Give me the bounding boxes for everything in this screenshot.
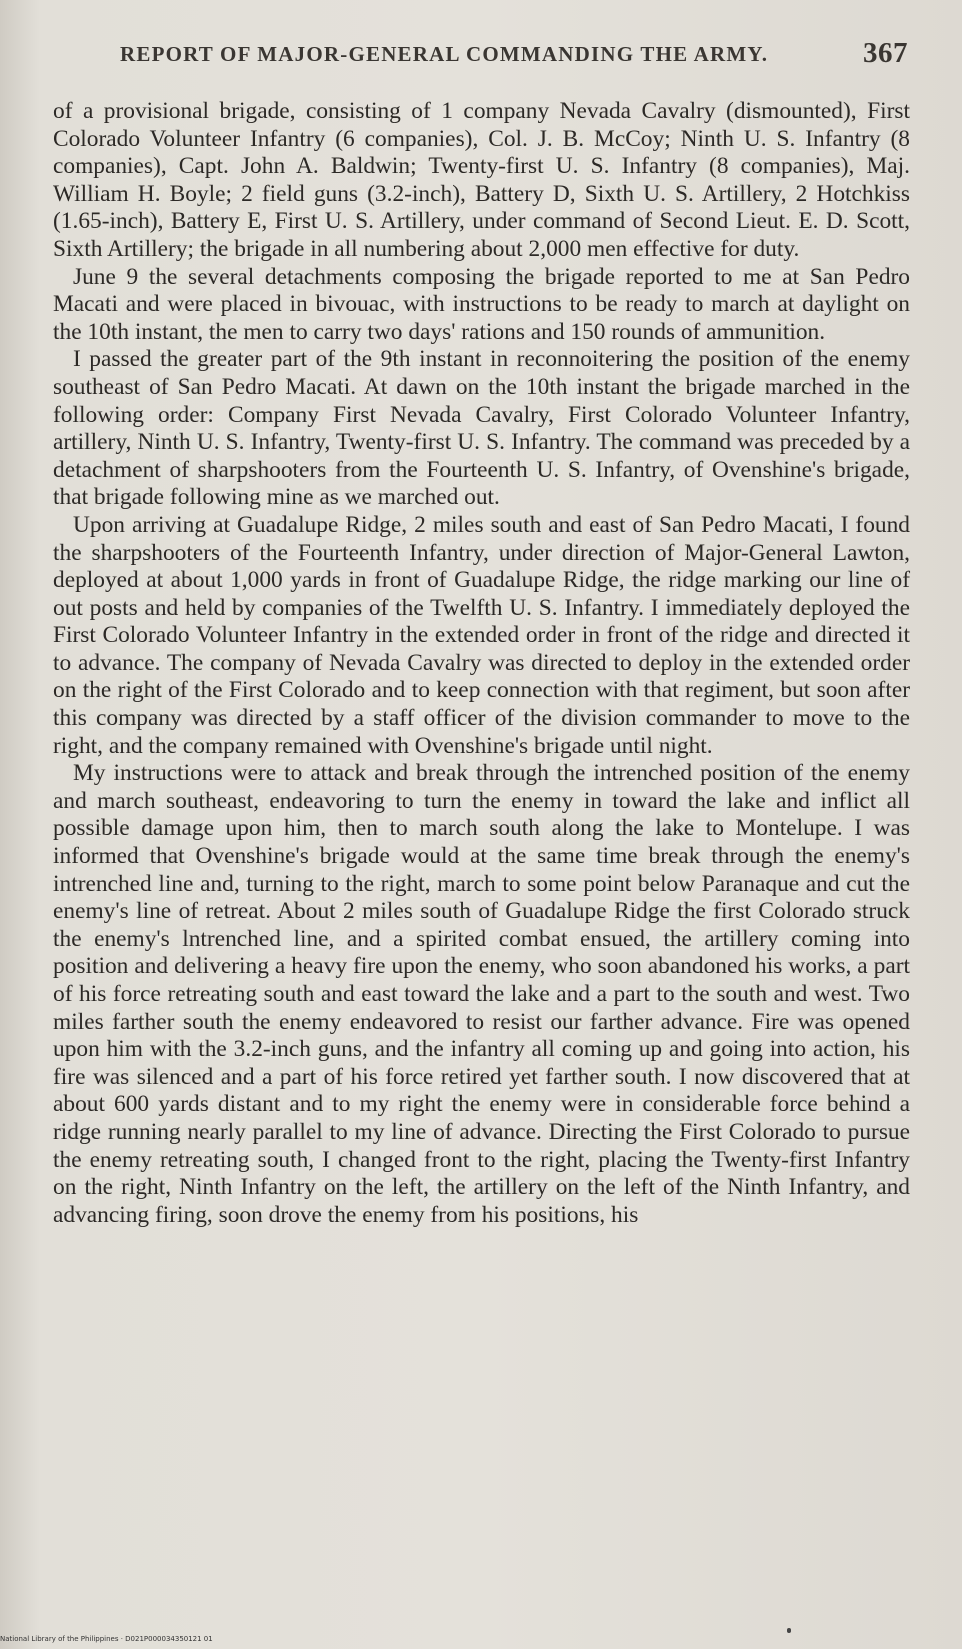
body-text [53, 98, 910, 1229]
running-header [120, 37, 910, 69]
header-title: REPORT OF MAJOR-GENERAL COMMANDING THE ARMY. [120, 42, 769, 66]
paragraph: My instructions were to attack and break through the intrenched position of the enemy and march southeast, endeavoring to turn the enemy in toward the lake and inflict all possible damage upon him, then to march south along the lake to Montelupe. I was informed that Ovenshine's brigade would at the same time break through the enemy's intrenched line and, turning to the right, march to some point below Paranaque and cut the enemy's line of retreat. About 2 miles south of Guadalupe Ridge the first Colorado struck the enemy's lntrenched line, and a spirited combat ensued, the artillery coming into position and delivering a heavy fire upon the enemy, who soon abandoned his works, a part of his force retreating south and east toward the lake and a part to the south and west. Two miles farther south the enemy endeavored to resist our farther advance. Fire was opened upon him with the 3.2-inch guns, and the infantry all coming up and going into action, his fire was silenced and a part of his force retired yet farther south. I now discovered that at about 600 yards distant and to my right the enemy were in considerable force behind a ridge running nearly parallel to my line of advance. Directing the First Colorado to pursue the enemy retreating south, I changed front to the right, placing the Twenty-first Infantry on the right, Ninth Infantry on the left, the artillery on the left of the Ninth Infantry, and advancing firing, soon drove the enemy from his positions, his [53, 760, 910, 1228]
paragraph: June 9 the several detachments composing the brigade reported to me at San Pedro Macati and were placed in bivouac, with instructions to be ready to march at daylight on the 10th instant, the men to carry two days' rations and 150 rounds of ammunition. [53, 263, 910, 345]
page-number: 367 [863, 37, 908, 69]
scan-stamp: National Library of the Philippines · D021P000034350121 01 [0, 1635, 213, 1643]
ink-speck [787, 1628, 791, 1633]
paragraph: of a provisional brigade, consisting of 1 company Nevada Cavalry (dismounted), First Colorado Volunteer Infantry (6 companies), Col. J. B. McCoy; Ninth U. S. Infantry (8 companies), Capt. John A. Baldwin; Twenty-first U. S. Infantry (8 companies), Maj. William H. Boyle; 2 field guns (3.2-inch), Battery D, Sixth U. S. Artillery, 2 Hotchkiss (1.65-inch), Battery E, First U. S. Artillery, under command of Second Lieut. E. D. Scott, Sixth Artillery; the brigade in all numbering about 2,000 men effective for duty. [53, 98, 910, 262]
paragraph: I passed the greater part of the 9th instant in reconnoitering the position of the enemy southeast of San Pedro Macati. At dawn on the 10th instant the brigade marched in the following order: Company First Nevada Cavalry, First Colorado Volunteer Infantry, artillery, Ninth U. S. Infantry, Twenty-first U. S. Infantry. The command was preceded by a detachment of sharpshooters from the Fourteenth U. S. Infantry, of Ovenshine's brigade, that brigade following mine as we marched out. [53, 346, 910, 511]
paragraph: Upon arriving at Guadalupe Ridge, 2 miles south and east of San Pedro Macati, I found the sharpshooters of the Fourteenth Infantry, under direction of Major-General Lawton, deployed at about 1,000 yards in front of Guadalupe Ridge, the ridge marking our line of out posts and held by companies of the Twelfth U. S. Infantry. I immediately deployed the First Colorado Volunteer Infantry in the extended order in front of the ridge and directed it to advance. The company of Nevada Cavalry was directed to deploy in the extended order on the right of the First Colorado and to keep connection with that regiment, but soon after this company was directed by a staff officer of the division commander to move to the right, and the company remained with Ovenshine's brigade until night. [53, 511, 910, 759]
